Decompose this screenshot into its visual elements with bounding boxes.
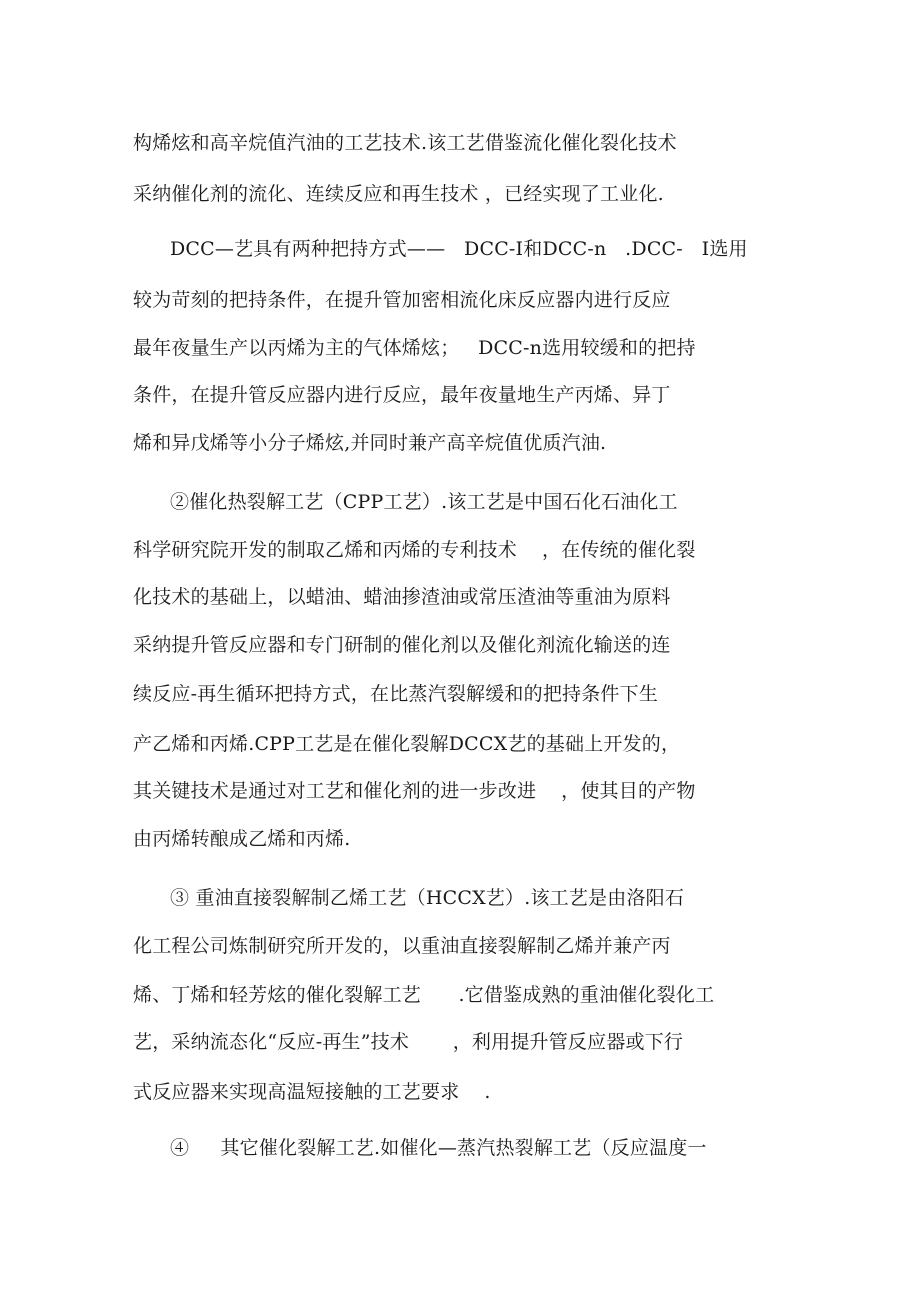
text-line: 艺，采纳流态化“反应-再生”技术 ，利用提升管反应器或下行 bbox=[133, 1031, 684, 1053]
text-line: 条件，在提升管反应器内进行反应，最年夜量地生产丙烯、异丁 bbox=[133, 384, 671, 406]
text-line: 续反应-再生循环把持方式，在比蒸汽裂解缓和的把持条件下生 bbox=[133, 683, 659, 705]
text-line: 最年夜量生产以丙烯为主的气体烯炫； DCC-n选用较缓和的把持 bbox=[133, 337, 696, 359]
text-line: DCC—艺具有两种把持方式—— DCC-I和DCC-n .DCC- I选用 bbox=[170, 238, 748, 260]
text-line: 式反应器来实现高温短接触的工艺要求 . bbox=[133, 1081, 491, 1103]
text-line: 化技术的基础上，以蜡油、蜡油掺渣油或常压渣油等重油为原料 bbox=[133, 586, 671, 608]
text-line: 较为苛刻的把持条件，在提升管加密相流化床反应器内进行反应 bbox=[133, 289, 671, 311]
text-line: 采纳提升管反应器和专门研制的催化剂以及催化剂流化输送的连 bbox=[133, 634, 671, 656]
text-line: 其关键技术是通过对工艺和催化剂的进一步改进 ，使其目的产物 bbox=[133, 780, 696, 802]
text-line: ②催化热裂解工艺（CPP工艺）.该工艺是中国石化石油化工 bbox=[170, 491, 678, 513]
text-line: 化工程公司炼制研究所开发的，以重油直接裂解制乙烯并兼产丙 bbox=[133, 935, 671, 957]
text-line: 科学研究院开发的制取乙烯和丙烯的专利技术 ，在传统的催化裂 bbox=[133, 539, 696, 561]
text-line: 烯、丁烯和轻芳炫的催化裂解工艺 .它借鉴成熟的重油催化裂化工 bbox=[133, 984, 715, 1006]
text-line: 构烯炫和高辛烷值汽油的工艺技术.该工艺借鉴流化催化裂化技术 bbox=[133, 132, 677, 154]
text-line: 由丙烯转酿成乙烯和丙烯. bbox=[133, 828, 351, 850]
text-line: 产乙烯和丙烯.CPP工艺是在催化裂解DCCX艺的基础上开发的， bbox=[133, 733, 681, 755]
text-line: ③ 重油直接裂解制乙烯工艺（HCCX艺）.该工艺是由洛阳石 bbox=[170, 887, 685, 909]
text-line: ④ 其它催化裂解工艺.如催化—蒸汽热裂解工艺（反应温度一 bbox=[170, 1137, 707, 1159]
text-line: 烯和异戊烯等小分子烯炫,并同时兼产高辛烷值优质汽油. bbox=[133, 432, 607, 454]
text-line: 采纳催化剂的流化、连续反应和再生技术 ，已经实现了工业化. bbox=[133, 183, 664, 205]
